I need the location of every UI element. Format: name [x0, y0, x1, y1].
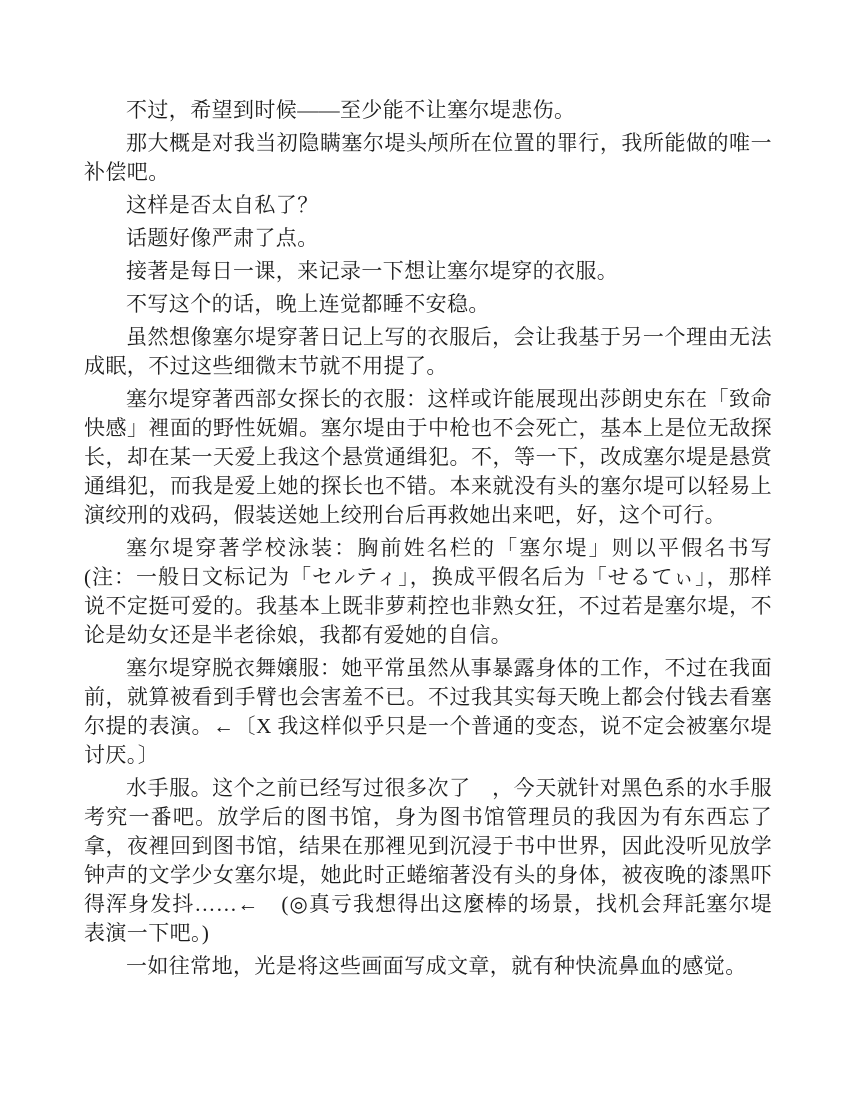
paragraph: 这样是否太自私了？: [126, 193, 319, 217]
paragraph: 塞尔堤穿著西部女探长的衣服：这样或许能展现出莎朗史东在「致命快感」裡面的野性妩媚。塞尔堤由于中枪也不会死亡，基本上是位无敌探长，却在某一天爱上我这个悬赏通缉犯。不，等一下，改成塞尔堤是悬赏通缉犯，而我是爱上她的探长也不错。本来就没有头的塞尔堤可以轻易上演绞刑的戏码，假装送她上绞刑台后再救她出来吧，好，这个可行。: [84, 387, 772, 527]
paragraph: 接著是每日一课，来记录一下想让塞尔堤穿的衣服。: [126, 259, 619, 283]
paragraph: 不过，希望到时候——至少能不让塞尔堤悲伤。: [126, 98, 576, 122]
paragraph: 不写这个的话，晚上连觉都睡不安稳。: [126, 292, 490, 316]
paragraph: 话题好像严肃了点。: [126, 226, 319, 250]
paragraph: 那大概是对我当初隐瞒塞尔堤头颅所在位置的罪行，我所能做的唯一补偿吧。: [84, 131, 772, 184]
paragraph: 塞尔堤穿脱衣舞嬢服：她平常虽然从事暴露身体的工作，不过在我面前，就算被看到手臂也会害羞不已。不过我其实每天晚上都会付钱去看塞尔提的表演。←〔X 我这样似乎只是一个普通的变态，说不定会被塞尔堤讨厌。〕: [84, 656, 772, 767]
paragraph: 虽然想像塞尔堤穿著日记上写的衣服后，会让我基于另一个理由无法成眠，不过这些细微末节就不用提了。: [84, 325, 772, 378]
paragraph: 塞尔堤穿著学校泳装：胸前姓名栏的「塞尔堤」则以平假名书写(注：一般日文标记为「セルティ」，换成平假名后为「せるてぃ」，那样说不定挺可爱的。我基本上既非萝莉控也非熟女狂，不过若是塞尔堤，不论是幼女还是半老徐娘，我都有爱她的自信。: [84, 536, 772, 647]
paragraph: 水手服。这个之前已经写过很多次了 ，今天就针对黑色系的水手服考究一番吧。放学后的图书馆，身为图书馆管理员的我因为有东西忘了拿，夜裡回到图书馆，结果在那裡见到沉浸于书中世界，因此没听见放学钟声的文学少女塞尔堤，她此时正蜷缩著没有头的身体，被夜晚的漆黑吓得浑身发抖……← (◎真亏我想得出这麼棒的场景，找机会拜託塞尔堤表演一下吧。): [84, 776, 772, 945]
paragraph: 一如往常地，光是将这些画面写成文章，就有种快流鼻血的感觉。: [126, 954, 747, 978]
